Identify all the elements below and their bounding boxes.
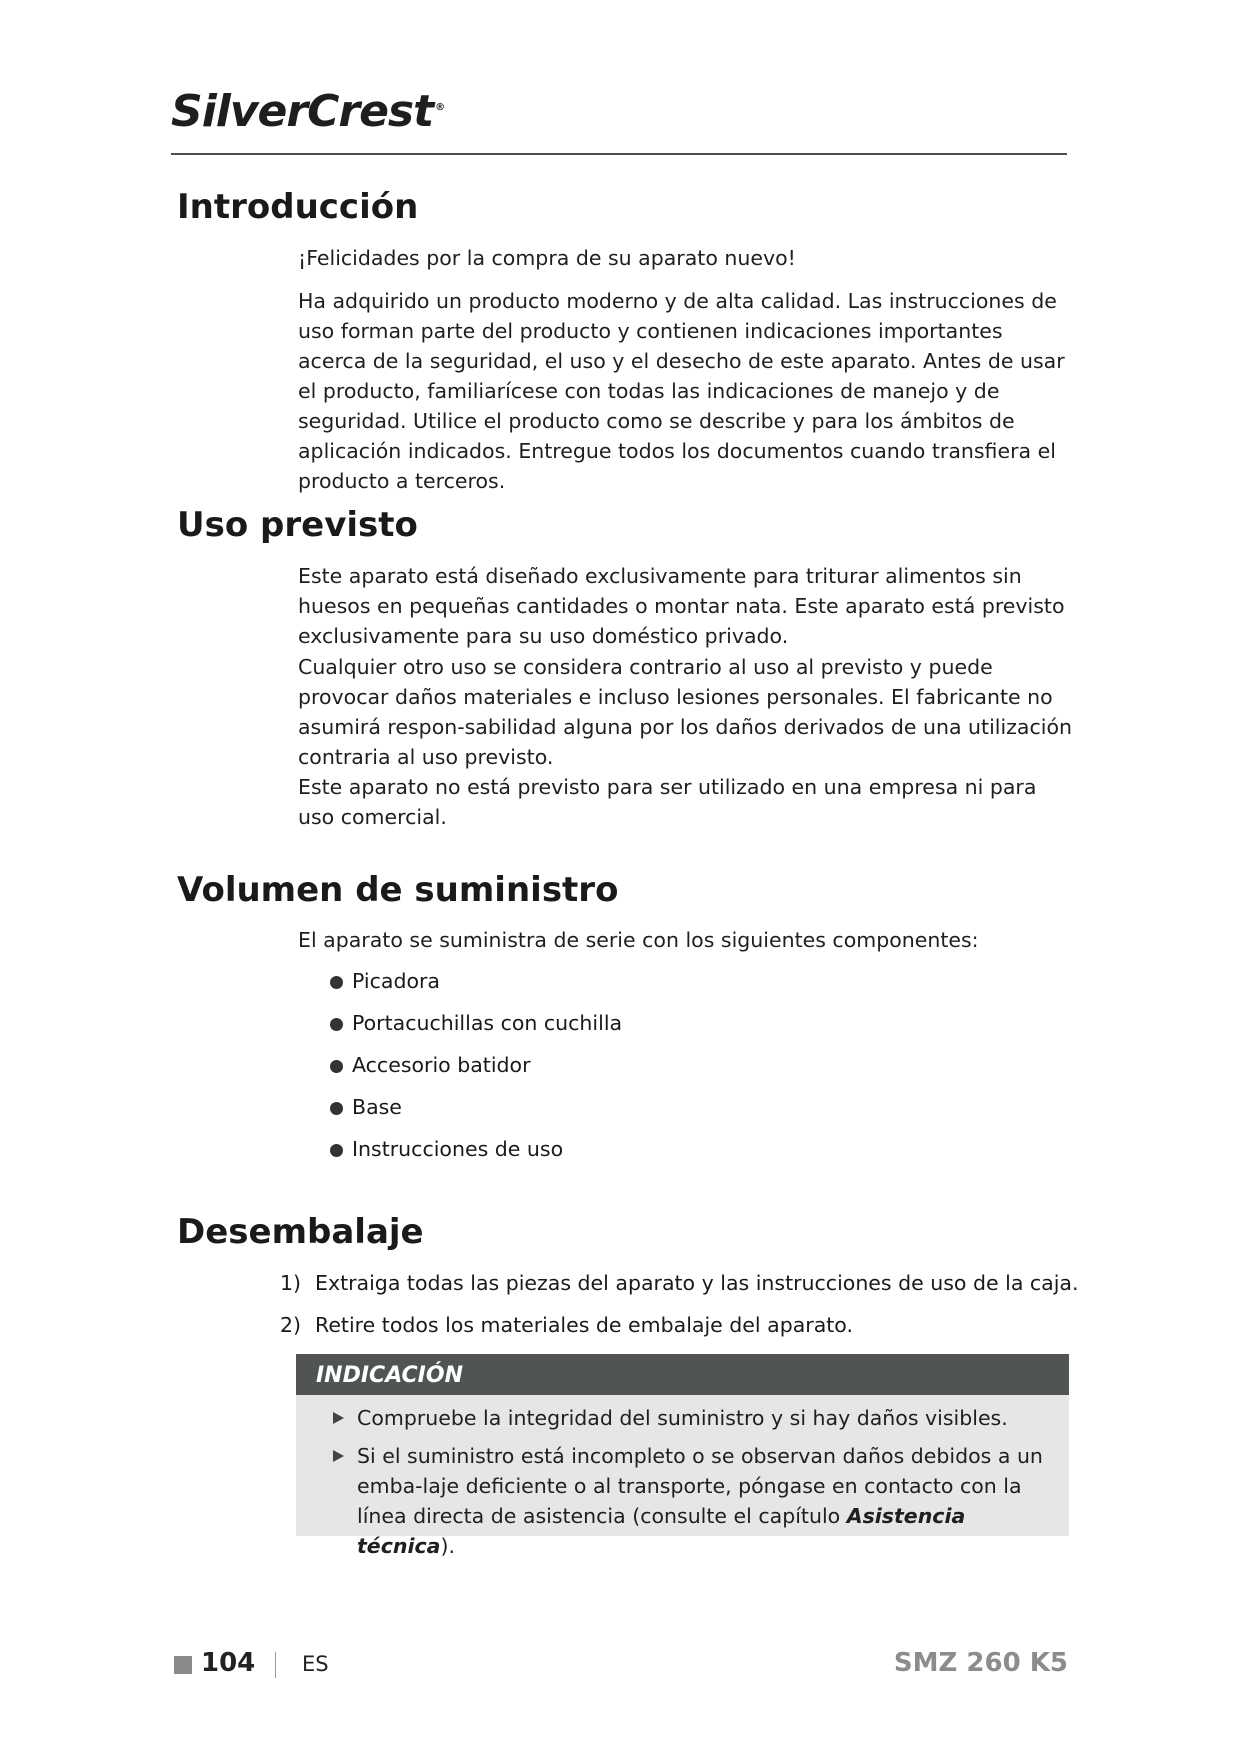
bullet-icon — [330, 1018, 343, 1031]
model-number: SMZ 260 K5 — [893, 1648, 1068, 1678]
language-code: ES — [302, 1652, 329, 1676]
list-item: Base — [330, 1092, 622, 1134]
list-item: Picadora — [330, 966, 622, 1008]
unpacking-steps — [280, 1268, 1079, 1352]
cross-reference: Asistencia técnica — [357, 1504, 966, 1558]
section-title-introduction: Introducción — [177, 187, 419, 227]
footer-square-icon — [174, 1656, 192, 1674]
list-item: Instrucciones de uso — [330, 1134, 622, 1176]
section-title-supply: Volumen de suministro — [177, 870, 619, 910]
list-item: Portacuchillas con cuchilla — [330, 1008, 622, 1050]
bullet-icon — [330, 1144, 343, 1157]
section-title-intended-use: Uso previsto — [177, 505, 418, 545]
step-item: 1) Extraiga todas las piezas del aparato y las instrucciones de uso de la caja. — [280, 1271, 1079, 1295]
list-item: Accesorio batidor — [330, 1050, 622, 1092]
note-item-2: Si el suministro está incompleto o se observan daños debidos a un emba-laje deficiente o al transporte, póngase en contacto con la línea directa de asistencia (consulte el capítulo Asistencia técnica). — [296, 1441, 1069, 1561]
brand-name: SilverCrest — [171, 86, 434, 137]
arrow-right-icon — [333, 1412, 344, 1424]
intro-paragraph-2: Ha adquirido un producto moderno y de alta calidad. Las instrucciones de uso forman parte del producto y contienen indicaciones importantes acerca de la seguridad, el uso y el desecho de este aparato. Antes de usar el producto, familiarícese con todas las indicaciones de manejo y de seguridad. Utilice el producto como se describe y para los ámbitos de aplicación indicados. Entregue todos los documentos cuando transfiera el producto a terceros. — [298, 289, 1065, 493]
supply-intro: El aparato se suministra de serie con los siguientes componentes: — [298, 928, 979, 952]
note-heading: INDICACIÓN — [296, 1354, 1069, 1395]
bullet-icon — [330, 976, 343, 989]
note-box — [296, 1354, 1069, 1558]
bullet-icon — [330, 1102, 343, 1115]
supply-list — [330, 966, 622, 1176]
intro-paragraph-1: ¡Felicidades por la compra de su aparato nuevo! — [298, 246, 796, 270]
header-divider — [171, 153, 1067, 155]
registered-mark: ® — [435, 102, 445, 114]
page-number: 104 — [201, 1648, 256, 1678]
arrow-right-icon — [333, 1450, 344, 1462]
footer-separator — [275, 1652, 276, 1678]
intended-use-paragraph-1: Este aparato está diseñado exclusivamente para triturar alimentos sin huesos en pequeñas cantidades o montar nata. Este aparato está previsto exclusivamente para su uso doméstico privado. — [298, 564, 1065, 648]
section-title-unpacking: Desembalaje — [177, 1212, 424, 1252]
intended-use-paragraph-3: Este aparato no está previsto para ser utilizado en una empresa ni para uso comercial. — [298, 775, 1037, 829]
brand-logo — [171, 86, 444, 137]
intended-use-paragraph-2: Cualquier otro uso se considera contrario al uso al previsto y puede provocar daños materiales e incluso lesiones personales. El fabricante no asumirá respon-sabilidad alguna por los daños derivados de una utilización contraria al uso previsto. — [298, 655, 1072, 769]
bullet-icon — [330, 1060, 343, 1073]
note-item-1: Compruebe la integridad del suministro y si hay daños visibles. — [296, 1403, 1069, 1433]
step-item: 2) Retire todos los materiales de embalaje del aparato. — [280, 1313, 853, 1337]
